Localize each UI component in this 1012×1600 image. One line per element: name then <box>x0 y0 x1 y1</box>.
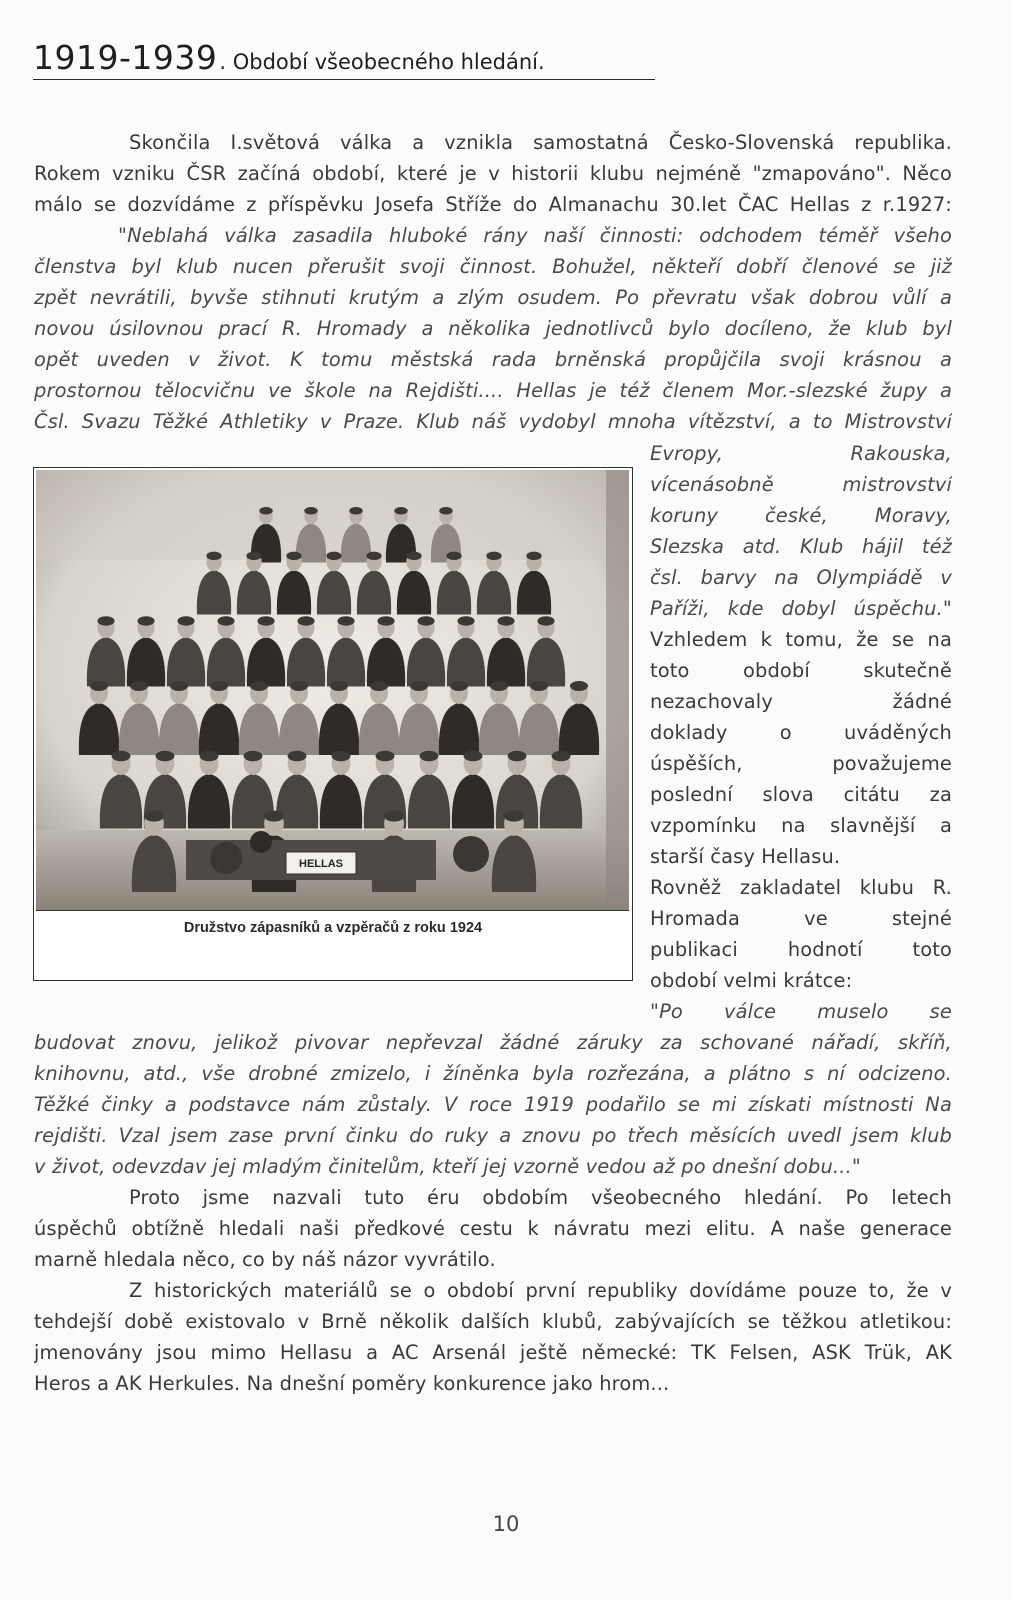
quote-line: členstva byl klub nucen přerušit svoji činnost. Bohužel, někteří dobří členové se již <box>34 255 952 278</box>
text-line: úspěchů obtížně hledali naši předkové cestu k návratu mezi elitu. A naše generace <box>34 1217 952 1240</box>
photo-figure-hair <box>439 507 453 515</box>
photo-figure-hair <box>286 552 301 561</box>
photo-figure-hair <box>332 751 351 762</box>
quote-line: Slezska atd. Klub hájil též <box>650 535 952 558</box>
photo-figure-hair <box>497 616 514 626</box>
text-line: tehdejší době existovalo v Brně několik dalších klubů, zabývajících se těžkou atletikou: <box>34 1310 952 1333</box>
text-line: marně hledala něco, co by náš názor vyvrátilo. <box>34 1248 496 1271</box>
photo-figure-hair <box>490 681 508 691</box>
text-line: Z historických materiálů se o období první republiky dovídáme pouze to, že v <box>129 1279 952 1302</box>
team-photo-figure <box>33 467 633 981</box>
photo-figure-hair <box>349 507 363 515</box>
photo-figure-hair <box>486 552 501 561</box>
photo-figure-hair <box>384 811 404 822</box>
text-line: doklady o uváděných <box>650 721 952 744</box>
quote-line: Paříži, kde dobyl úspěchu." <box>650 597 952 620</box>
photo-figure-hair <box>144 811 164 822</box>
photo-figure-hair <box>288 751 307 762</box>
quote-line: koruny české, Moravy, <box>650 504 952 527</box>
text-line: toto období skutečně <box>650 659 952 682</box>
photo-figure-hair <box>377 616 394 626</box>
photo-figure-hair <box>246 552 261 561</box>
photo-figure-hair <box>370 681 388 691</box>
photo-figure-hair <box>417 616 434 626</box>
intro-paragraphs <box>34 127 952 437</box>
photo-figure-hair <box>376 751 395 762</box>
text-line: publikaci hodnotí toto <box>650 938 952 961</box>
text-line: úspěších, považujeme <box>650 752 952 775</box>
photo-figure-hair <box>244 751 263 762</box>
photo-figure-hair <box>304 507 318 515</box>
quote-line: Evropy, Rakouska, <box>650 442 952 465</box>
photo-figure-hair <box>264 811 284 822</box>
photo-figure-hair <box>217 616 234 626</box>
photo-figure-hair <box>130 681 148 691</box>
heading-years: 1919-1939 <box>33 38 218 77</box>
photo-figure-hair <box>446 552 461 561</box>
photo-figure-hair <box>504 811 524 822</box>
photo-figure-hair <box>420 751 439 762</box>
photo-figure-hair <box>156 751 175 762</box>
photo-figure-hair <box>200 751 219 762</box>
chapter-heading <box>33 38 655 80</box>
photo-figure-hair <box>112 751 131 762</box>
photo-figure-hair <box>297 616 314 626</box>
quote-line: zpět nevrátili, byvše stihnuti krutým a zlým osudem. Po převratu však dobrou vůlí a <box>34 286 952 309</box>
text-line: vzpomínku na slavnější a <box>650 814 952 837</box>
photo-figure-hair <box>570 681 588 691</box>
photo-figure-hair <box>464 751 483 762</box>
quote-line: Těžké činky a podstavce nám zůstaly. V roce 1919 podařilo se mi získati místnosti Na <box>34 1093 952 1116</box>
quote-line: v život, odevzdav jej mladým činitelům, kteří jej vzorně vedou až po dnešní dobu..." <box>34 1155 861 1178</box>
photo-figure-hair <box>259 507 273 515</box>
text-line: Vzhledem k tomu, že se na <box>650 628 952 651</box>
text-line: Rovněž zakladatel klubu R. <box>650 876 952 899</box>
quote-line: "Po válce muselo se <box>650 1000 952 1023</box>
photo-caption: Družstvo zápasníků a vzpěračů z roku 1924 <box>183 920 483 936</box>
text-line: nezachovaly žádné <box>650 690 952 713</box>
text-line: poslední slova citátu za <box>650 783 952 806</box>
photo-figure-hair <box>366 552 381 561</box>
closing-paragraphs <box>34 1027 952 1399</box>
text-line: období velmi krátce: <box>650 969 853 992</box>
quote-line: opět uveden v život. K tomu městská rada brněnská propůjčila svoji krásnou a <box>34 348 952 371</box>
photo-figure-hair <box>330 681 348 691</box>
photo-figure-hair <box>337 616 354 626</box>
text-line: Skončila I.světová válka a vznikla samostatná Česko-Slovenská republika. <box>129 131 952 154</box>
photo-figure-hair <box>97 616 114 626</box>
photo-figure-hair <box>406 552 421 561</box>
photo-figure-hair <box>394 507 408 515</box>
photo-figure-hair <box>290 681 308 691</box>
text-line: málo se dozvídáme z příspěvku Josefa Stříže do Almanachu 30.let ČAC Hellas z r.1927: <box>34 193 952 216</box>
text-line: Proto jsme nazvali tuto éru obdobím všeobecného hledání. Po letech <box>129 1186 952 1209</box>
page-number: 10 <box>492 1512 520 1536</box>
photo-figure-hair <box>457 616 474 626</box>
photo-figure-hair <box>552 751 571 762</box>
quote-line: Čsl. Svazu Těžké Athletiky v Praze. Klub náš vydobyl mnoha vítězství, a to Mistrovství <box>34 410 952 433</box>
photo-figure-hair <box>250 681 268 691</box>
quote-line: novou úsilovnou prací R. Hromady a několika jednotlivců bylo docíleno, že klub byl <box>34 317 952 340</box>
quote-line: rejdišti. Vzal jsem zase první činku do ruky a znovu po třech měsících uvedl jsem klub <box>34 1124 952 1147</box>
quote-line: prostornou tělocvičnu ve škole na Rejdišti.... Hellas je též členem Mor.-slezské župy a <box>34 379 952 402</box>
photo-figure-hair <box>526 552 541 561</box>
photo-figure-hair <box>530 681 548 691</box>
photo-figure-hair <box>177 616 194 626</box>
heading-title: . Období všeobecného hledání. <box>219 50 545 74</box>
photo-figure-hair <box>537 616 554 626</box>
text-line: Hromada ve stejné <box>650 907 952 930</box>
photo-figure-hair <box>170 681 188 691</box>
text-line: starší časy Hellasu. <box>650 845 841 868</box>
photo-figure-hair <box>210 681 228 691</box>
quote-line: vícenásobně mistrovství <box>650 473 952 496</box>
text-line: Heros a AK Herkules. Na dnešní poměry konkurence jako hrom... <box>34 1372 670 1395</box>
team-photo-image <box>36 470 629 910</box>
quote-line: budovat znovu, jelikož pivovar nepřevzal žádné záruky za schované nářadí, skříň, <box>34 1031 952 1054</box>
photo-figure-hair <box>90 681 108 691</box>
photo-figure-hair <box>257 616 274 626</box>
team-photo <box>36 470 629 911</box>
text-line: jmenovány jsou mimo Hellasu a AC Arsenál ještě německé: TK Felsen, ASK Trük, AK <box>34 1341 952 1364</box>
photo-figure-hair <box>450 681 468 691</box>
photo-figure-hair <box>410 681 428 691</box>
quote-line: "Neblahá válka zasadila hluboké rány naší činnosti: odchodem téměř všeho <box>118 224 952 247</box>
side-column-text <box>650 438 952 1027</box>
text-line: Rokem vzniku ČSR začíná období, které je v historii klubu nejméně "zmapováno". Něco <box>34 162 952 185</box>
photo-figure-hair <box>326 552 341 561</box>
photo-sign-text: HELLAS <box>299 858 343 870</box>
quote-line: knihovnu, atd., vše drobné zmizelo, i žíněnka byla rozřezána, a plátno s ní odcizeno. <box>34 1062 952 1085</box>
photo-figure-hair <box>508 751 527 762</box>
photo-figure-hair <box>137 616 154 626</box>
quote-line: čsl. barvy na Olympiádě v <box>650 566 952 589</box>
photo-figure-hair <box>206 552 221 561</box>
